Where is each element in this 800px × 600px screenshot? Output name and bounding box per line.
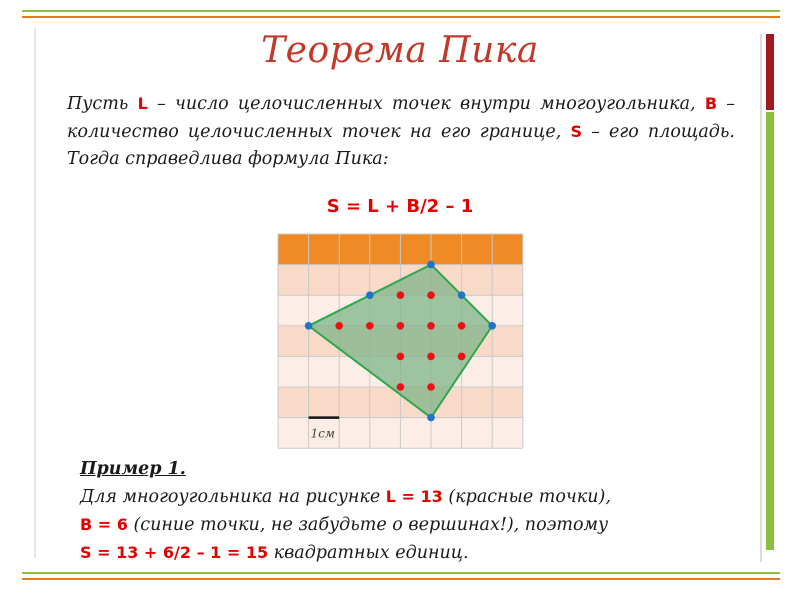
- example-line-1: [80, 483, 760, 511]
- interior-point: [427, 383, 435, 391]
- boundary-point: [488, 322, 496, 330]
- grid-cell: [278, 234, 309, 265]
- left-thin-line: [34, 28, 36, 558]
- grid-cell: [309, 265, 340, 296]
- interior-point: [397, 291, 405, 299]
- example-text: квадратных единиц.: [268, 543, 469, 563]
- interior-point: [427, 322, 435, 330]
- grid-cell: [309, 387, 340, 418]
- interior-point: [335, 322, 343, 330]
- bottom-rule-green: [22, 572, 780, 574]
- grid-cell: [278, 387, 309, 418]
- boundary-point: [458, 291, 466, 299]
- interior-point: [366, 322, 374, 330]
- intro-text-2: – число целочисленных точек внутри многоугольника,: [147, 94, 705, 114]
- example-S-value: S = 13 + 6/2 – 1 = 15: [80, 543, 269, 562]
- grid-cell: [492, 356, 523, 387]
- grid-cell: [492, 234, 523, 265]
- example-text: (красные точки),: [442, 487, 611, 507]
- example-B-value: B = 6: [80, 515, 128, 534]
- interior-point: [397, 353, 405, 361]
- grid-cell: [492, 295, 523, 326]
- grid-cell: [339, 418, 370, 449]
- grid-cell: [431, 418, 462, 449]
- interior-point: [458, 353, 466, 361]
- example-line-2: [80, 511, 760, 539]
- right-thin-line: [760, 34, 762, 562]
- top-rule-green: [22, 10, 780, 12]
- intro-text-4: – его площадь. Тогда справедлива формула Пика:: [67, 122, 735, 169]
- example-heading: Пример 1.: [80, 459, 186, 479]
- boundary-point: [427, 414, 435, 422]
- lattice-grid-svg: [277, 233, 525, 459]
- interior-point: [458, 322, 466, 330]
- var-S: S: [570, 122, 582, 141]
- interior-point: [397, 322, 405, 330]
- grid-cell: [492, 387, 523, 418]
- grid-cell: [462, 265, 493, 296]
- interior-point: [427, 291, 435, 299]
- grid-cell: [370, 234, 401, 265]
- grid-cell: [278, 418, 309, 449]
- example-line-3: [80, 539, 760, 567]
- grid-cell: [370, 418, 401, 449]
- boundary-point: [305, 322, 313, 330]
- grid-cell: [339, 234, 370, 265]
- grid-cell: [400, 234, 431, 265]
- grid-cell: [309, 234, 340, 265]
- grid-cell: [339, 265, 370, 296]
- grid-cell: [278, 356, 309, 387]
- var-L: L: [137, 94, 148, 113]
- grid-cell: [462, 418, 493, 449]
- grid-cell: [462, 387, 493, 418]
- interior-point: [427, 353, 435, 361]
- interior-point: [397, 383, 405, 391]
- grid-cell: [400, 418, 431, 449]
- grid-cell: [431, 234, 462, 265]
- grid-cell: [339, 387, 370, 418]
- boundary-point: [427, 261, 435, 269]
- grid-cell: [278, 295, 309, 326]
- example-L-value: L = 13: [385, 487, 443, 506]
- var-B: B: [704, 94, 718, 113]
- scale-label: 1см: [310, 426, 335, 441]
- boundary-point: [366, 291, 374, 299]
- bottom-rule-orange: [22, 578, 780, 580]
- intro-text-3: – количество целочисленных точек на его границе,: [67, 94, 735, 142]
- grid-cell: [492, 265, 523, 296]
- intro-text-1: Пусть: [67, 94, 138, 114]
- grid-cell: [492, 418, 523, 449]
- grid-cell: [278, 326, 309, 357]
- example-text: (синие точки, не забудьте о вершинах!), поэтому: [127, 515, 609, 535]
- grid-cell: [492, 326, 523, 357]
- example-text: Для многоугольника на рисунке: [80, 487, 386, 507]
- pick-formula: S = L + B/2 – 1: [326, 196, 474, 217]
- pick-figure: [277, 233, 525, 463]
- grid-cell: [462, 234, 493, 265]
- intro-paragraph: [67, 90, 735, 173]
- example-block: [80, 456, 760, 567]
- page-title: Теорема Пика: [261, 30, 539, 71]
- grid-cell: [309, 356, 340, 387]
- top-rule-orange: [22, 16, 780, 18]
- grid-cell: [278, 265, 309, 296]
- right-bar-green: [766, 112, 774, 550]
